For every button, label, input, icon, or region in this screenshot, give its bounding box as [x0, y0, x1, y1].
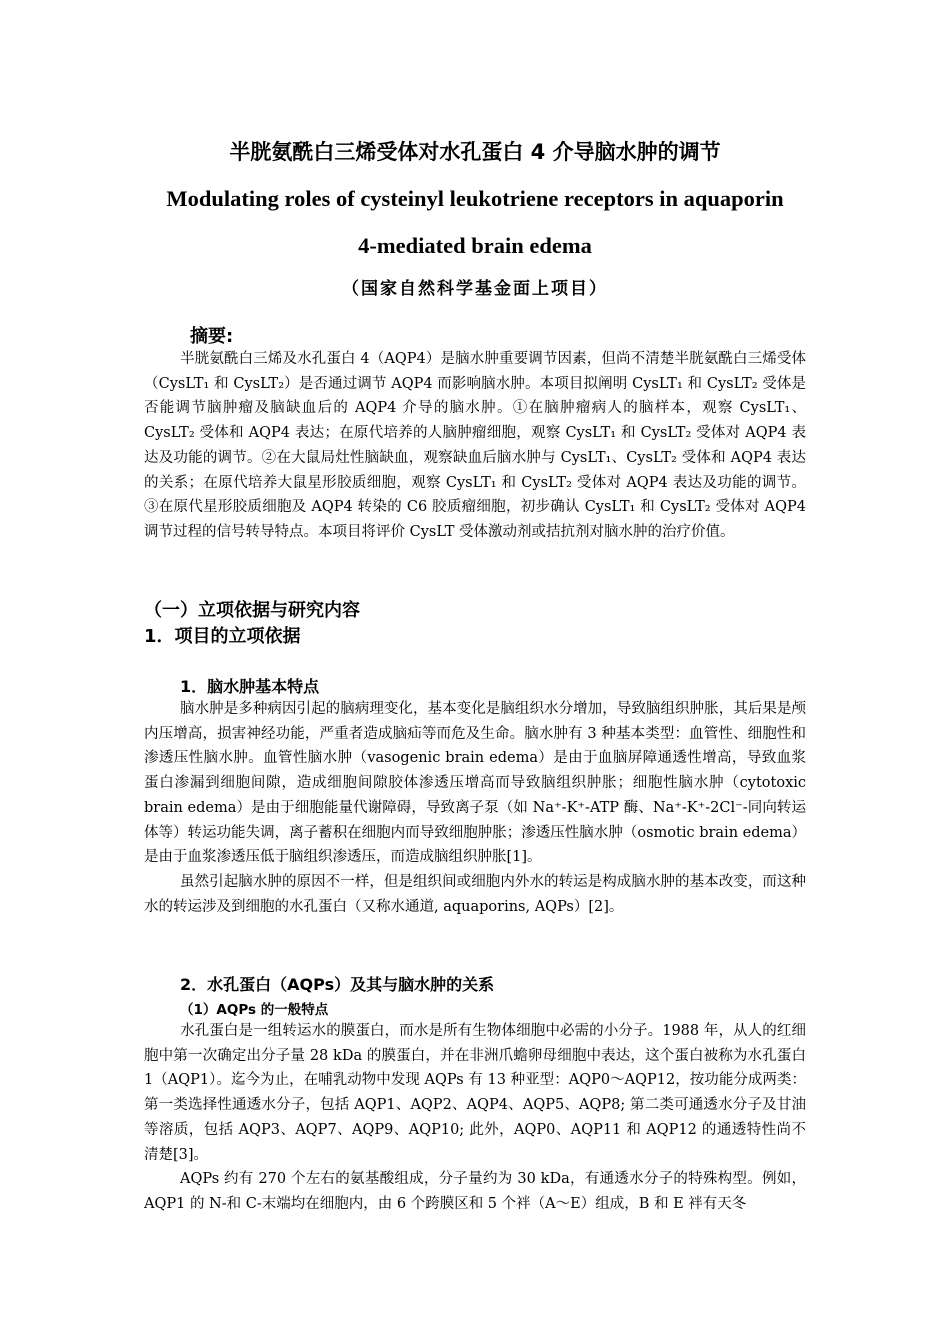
- title-english-line-2: 4-mediated brain edema: [358, 233, 592, 258]
- paragraph-aqp-structure: AQPs 约有 270 个左右的氨基酸组成，分子量约为 30 kDa，有通透水分子的特殊构型。例如，AQP1 的 N-和 C-末端均在细胞内，由 6 个跨膜区和 5 个袢（A～E）组成，B 和 E 袢有天冬: [144, 1171, 806, 1212]
- subsection-heading-aqps: 2．水孔蛋白（AQPs）及其与脑水肿的关系: [180, 975, 495, 994]
- subsubsection-heading: （1）AQPs 的一般特点: [180, 1002, 329, 1018]
- aqps-block: [144, 1019, 806, 1217]
- title-chinese: 半胱氨酰白三烯受体对水孔蛋白 4 介导脑水肿的调节: [229, 140, 721, 164]
- paragraph-water-transport: 虽然引起脑水肿的原因不一样，但是组织间或细胞内外水的转运是构成脑水肿的基本改变，而这种水的转运涉及到细胞的水孔蛋白（又称水通道, aquaporins, AQPs）[2]。: [144, 873, 806, 915]
- abstract-heading: 摘要:: [190, 326, 234, 347]
- section-subheading: 1．项目的立项依据: [144, 626, 301, 647]
- paragraph-edema-types: 脑水肿是多种病因引起的脑病理变化，基本变化是脑组织水分增加，导致脑组织肿胀，其后果是颅内压增高，损害神经功能，严重者造成脑疝等而危及生命。脑水肿有 3 种基本类型：血管性、细胞性和渗透压性脑水肿。血管性脑水肿（vasogenic brain edema）是由于血脑屏障通透性增高，导致血浆蛋白渗漏到细胞间隙，造成细胞间隙胶体渗透压增高而导致脑组织肿胀；细胞性脑水肿（cytotoxic brain edema）是由于细胞能量代谢障碍，导致离子泵（如 Na⁺-K⁺-ATP 酶、Na⁺-K⁺-2Cl⁻-同向转运体等）转运功能失调，离子蓄积在细胞内而导致细胞肿胀；渗透压性脑水肿（osmotic brain edema）是由于血浆渗透压低于脑组织渗透压，而造成脑组织肿胀[1]。: [144, 701, 806, 866]
- subsection-heading-edema: 1．脑水肿基本特点: [180, 677, 320, 696]
- section-heading: （一）立项依据与研究内容: [144, 600, 360, 621]
- fund-label: （国家自然科学基金面上项目）: [342, 279, 608, 299]
- abstract-text: 半胱氨酰白三烯及水孔蛋白 4（AQP4）是脑水肿重要调节因素，但尚不清楚半胱氨酰白三烯受体（CysLT₁ 和 CysLT₂）是否通过调节 AQP4 而影响脑水肿。本项目拟阐明 CysLT₁ 和 CysLT₂ 受体是否能调节脑肿瘤及脑缺血后的 AQP4 介导的脑水肿。①在脑肿瘤病人的脑样本，观察 CysLT₁、CysLT₂ 受体和 AQP4 表达；在原代培养的人脑肿瘤细胞，观察 CysLT₁ 和 CysLT₂ 受体对 AQP4 表达及功能的调节。②在大鼠局灶性脑缺血，观察缺血后脑水肿与 CysLT₁、CysLT₂ 受体和 AQP4 表达的关系；在原代培养大鼠星形胶质细胞，观察 CysLT₁ 和 CysLT₂ 受体对 AQP4 表达及功能的调节。③在原代星形胶质细胞及 AQP4 转染的 C6 胶质瘤细胞，初步确认 CysLT₁ 和 CysLT₂ 受体对 AQP4 调节过程的信号转导特点。本项目将评价 CysLT 受体激动剂或拮抗剂对脑水肿的治疗价值。: [144, 351, 806, 540]
- edema-block: [144, 697, 806, 919]
- title-english-line-1: Modulating roles of cysteinyl leukotriene receptors in aquaporin: [166, 186, 784, 211]
- abstract-block: [144, 347, 806, 545]
- paragraph-aqp-discovery: 水孔蛋白是一组转运水的膜蛋白，而水是所有生物体细胞中必需的小分子。1988 年，从人的红细胞中第一次确定出分子量 28 kDa 的膜蛋白，并在非洲爪蟾卵母细胞中表达，这个蛋白被称为水孔蛋白 1（AQP1）。迄今为止，在哺乳动物中发现 AQPs 有 13 种亚型：AQP0～AQP12，按功能分成两类：第一类选择性通透水分子，包括 AQP1、AQP2、AQP4、AQP5、AQP8; 第二类可通透水分子及甘油等溶质，包括 AQP3、AQP7、AQP9、AQP10; 此外，AQP0、AQP11 和 AQP12 的通透特性尚不清楚[3]。: [144, 1023, 806, 1163]
